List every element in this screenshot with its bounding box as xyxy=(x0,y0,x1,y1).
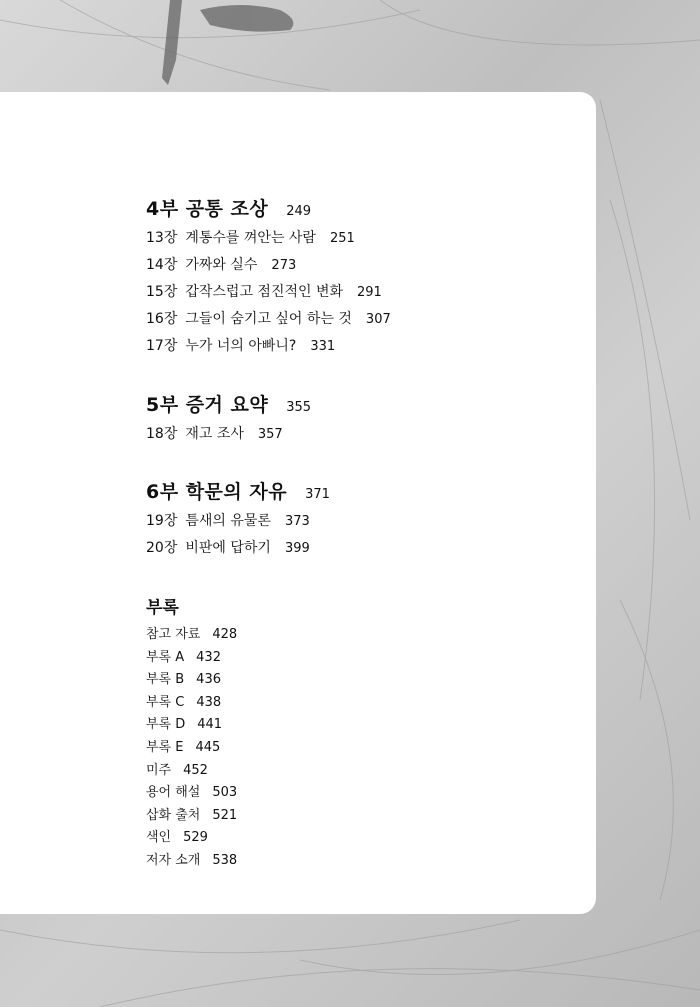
chapter-title: 그들이 숨기고 싶어 하는 것 xyxy=(185,311,352,327)
appendix-item xyxy=(146,781,237,800)
appendix-page: 538 xyxy=(212,853,238,868)
appendix-item xyxy=(146,713,222,732)
chapter-page: 307 xyxy=(365,312,391,327)
appendix-label: 저자 소개 xyxy=(146,853,201,868)
toc-card xyxy=(0,92,596,914)
chapter-page: 357 xyxy=(257,427,283,442)
appendix-page: 529 xyxy=(183,830,208,845)
part-page: 371 xyxy=(305,487,330,502)
chapter-item xyxy=(146,281,382,301)
appendix-label: 부록 C xyxy=(146,695,185,710)
appendix-item xyxy=(146,759,208,778)
chapter-page: 273 xyxy=(271,258,297,273)
chapter-title: 재고 조사 xyxy=(185,426,244,442)
chapter-item xyxy=(146,423,283,443)
chapter-title: 비판에 답하기 xyxy=(185,540,271,556)
chapter-number: 15장 xyxy=(146,284,178,300)
appendix-label: 부록 A xyxy=(146,650,185,665)
appendix-label: 미주 xyxy=(146,763,172,778)
appendix-page: 441 xyxy=(197,717,223,732)
chapter-number: 18장 xyxy=(146,426,178,442)
chapter-item xyxy=(146,227,355,247)
appendix-page: 521 xyxy=(212,808,238,823)
chapter-title: 가짜와 실수 xyxy=(185,257,258,273)
appendix-page: 445 xyxy=(195,740,221,755)
appendix-label: 부록 E xyxy=(146,740,184,755)
chapter-item xyxy=(146,510,310,530)
appendix-item xyxy=(146,736,220,755)
chapter-item xyxy=(146,254,296,274)
chapter-title: 계통수를 껴안는 사람 xyxy=(185,230,316,246)
appendix-page: 436 xyxy=(196,672,221,687)
chapter-item xyxy=(146,335,335,355)
appendix-page: 432 xyxy=(196,650,221,665)
chapter-item xyxy=(146,537,310,557)
appendix-page: 438 xyxy=(196,695,222,710)
part-page: 249 xyxy=(286,204,312,219)
chapter-number: 17장 xyxy=(146,338,178,354)
appendix-item xyxy=(146,646,221,665)
part-title: 4부 공통 조상 xyxy=(146,198,269,220)
chapter-title: 갑작스럽고 점진적인 변화 xyxy=(185,284,344,300)
appendix-page: 452 xyxy=(183,763,208,778)
appendix-item xyxy=(146,691,221,710)
chapter-page: 251 xyxy=(329,231,355,246)
appendix-label: 용어 해설 xyxy=(146,785,201,800)
chapter-title: 누가 너의 아빠니? xyxy=(185,338,297,354)
chapter-page: 331 xyxy=(310,339,336,354)
appendix-label: 참고 자료 xyxy=(146,627,201,642)
chapter-number: 16장 xyxy=(146,311,178,327)
appendix-item xyxy=(146,804,237,823)
part-title: 5부 증거 요약 xyxy=(146,394,269,416)
part-page: 355 xyxy=(286,400,312,415)
appendix-title: 부록 xyxy=(146,598,179,618)
appendix-label: 색인 xyxy=(146,830,172,845)
chapter-number: 20장 xyxy=(146,540,178,556)
chapter-number: 19장 xyxy=(146,513,178,529)
appendix-label: 삽화 출처 xyxy=(146,808,201,823)
part-heading xyxy=(146,390,311,417)
appendix-item xyxy=(146,849,237,868)
appendix-label: 부록 B xyxy=(146,672,185,687)
chapter-page: 399 xyxy=(284,541,310,556)
appendix-page: 503 xyxy=(212,785,238,800)
appendix-item xyxy=(146,668,221,687)
chapter-number: 14장 xyxy=(146,257,178,273)
part-heading xyxy=(146,194,311,221)
chapter-page: 373 xyxy=(284,514,310,529)
appendix-item xyxy=(146,623,237,642)
appendix-label: 부록 D xyxy=(146,717,186,732)
appendix-item xyxy=(146,826,208,845)
part-heading xyxy=(146,477,330,504)
part-title: 6부 학문의 자유 xyxy=(146,481,288,503)
appendix-page: 428 xyxy=(212,627,238,642)
chapter-item xyxy=(146,308,391,328)
chapter-page: 291 xyxy=(357,285,382,300)
chapter-title: 틈새의 유물론 xyxy=(185,513,271,529)
chapter-number: 13장 xyxy=(146,230,178,246)
